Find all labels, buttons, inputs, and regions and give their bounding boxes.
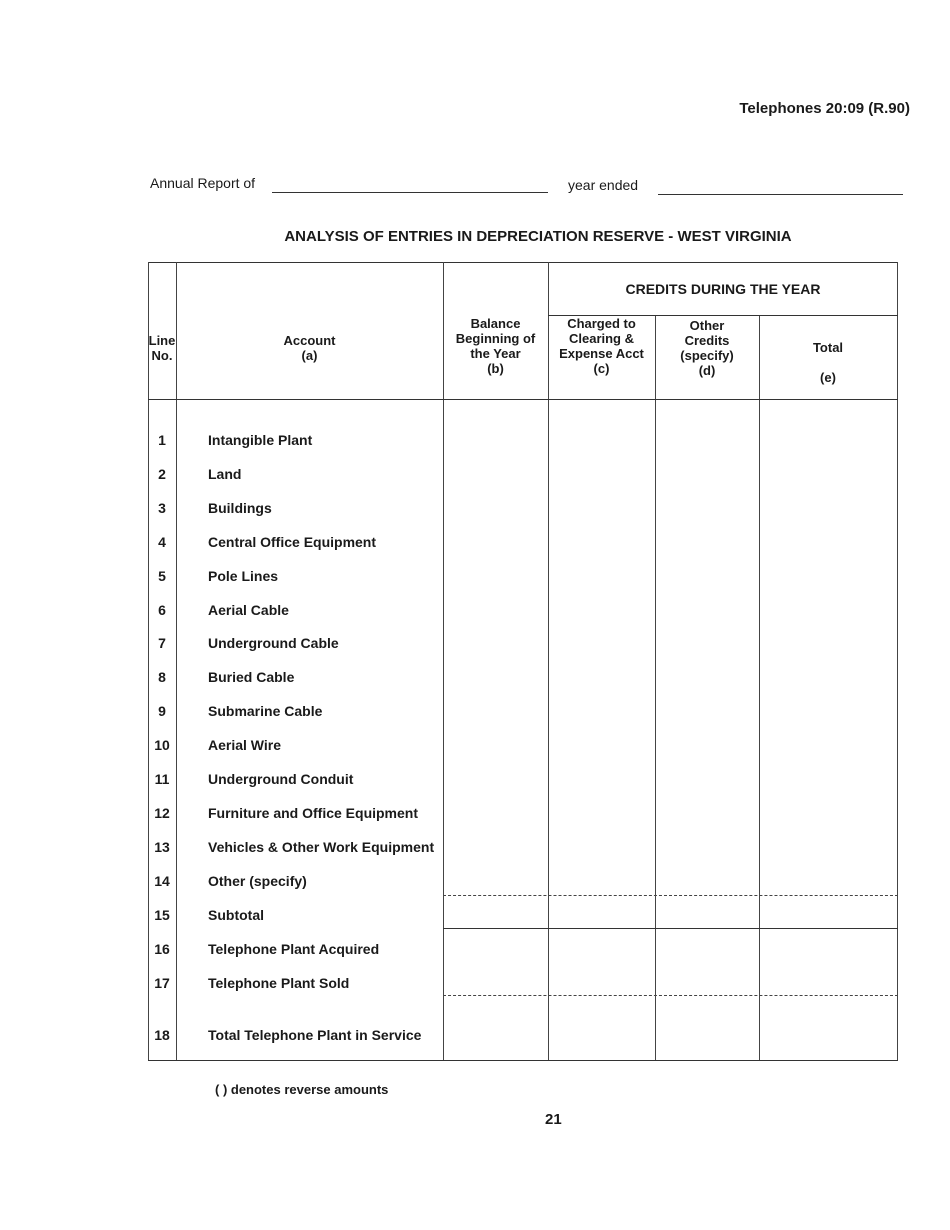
cell-balance[interactable] [443, 560, 548, 590]
col-header-other-2: Credits [684, 333, 730, 348]
line-number: 14 [154, 872, 170, 889]
credits-group-header: CREDITS DURING THE YEAR [625, 281, 821, 297]
account-name: Central Office Equipment [208, 533, 377, 550]
line-number: 7 [158, 635, 166, 652]
col-header-charged-2: Clearing & [568, 331, 634, 346]
account-name: Buried Cable [208, 669, 295, 686]
account-name: Underground Conduit [208, 771, 354, 787]
cell-charged[interactable] [548, 627, 655, 657]
cell-total[interactable] [759, 797, 897, 827]
col-header-total [759, 340, 897, 385]
account-name: Pole Lines [208, 567, 279, 584]
page-header: Telephones 20:09 (R.90) [739, 100, 910, 117]
cell-total[interactable] [759, 1019, 897, 1049]
line-number: 10 [154, 737, 170, 754]
line-number: 16 [154, 941, 170, 957]
account-name: Aerial Cable [208, 601, 289, 618]
cell-charged[interactable] [548, 526, 655, 556]
cell-total[interactable] [759, 492, 897, 522]
cell-charged[interactable] [548, 1019, 655, 1049]
cell-total[interactable] [759, 560, 897, 590]
cell-other[interactable] [655, 661, 759, 691]
cell-total[interactable] [759, 967, 897, 997]
cell-other[interactable] [655, 526, 759, 556]
cell-total[interactable] [759, 594, 897, 624]
cell-other[interactable] [655, 560, 759, 590]
cell-charged[interactable] [548, 865, 655, 895]
col-header-other-3: (specify) [680, 348, 734, 363]
account-name: Submarine Cable [208, 703, 323, 720]
account-name: Subtotal [208, 907, 264, 923]
account-name: Vehicles & Other Work Equipment [208, 838, 435, 855]
col-header-balance-1: Balance [470, 316, 521, 331]
account-name: Buildings [208, 499, 272, 516]
line-number: 13 [154, 838, 170, 855]
cell-balance[interactable] [443, 661, 548, 691]
col-header-other [655, 318, 759, 378]
cell-charged[interactable] [548, 933, 655, 963]
page-title: ANALYSIS OF ENTRIES IN DEPRECIATION RESERVE - WEST VIRGINIA [284, 228, 792, 245]
cell-balance[interactable] [443, 594, 548, 624]
col-header-total-1: Total [812, 340, 844, 355]
cell-charged[interactable] [548, 594, 655, 624]
cell-other[interactable] [655, 424, 759, 454]
cell-balance[interactable] [443, 1019, 548, 1049]
cell-charged[interactable] [548, 797, 655, 827]
cell-balance[interactable] [443, 492, 548, 522]
cell-balance[interactable] [443, 899, 548, 929]
cell-other[interactable] [655, 729, 759, 759]
cell-balance[interactable] [443, 763, 548, 793]
line-number: 3 [158, 499, 166, 516]
account-name: Telephone Plant Acquired [208, 941, 380, 957]
col-header-total-2: (e) [820, 370, 836, 385]
cell-balance[interactable] [443, 729, 548, 759]
cell-other[interactable] [655, 763, 759, 793]
account-name: Intangible Plant [208, 432, 313, 448]
line-number: 17 [154, 975, 170, 991]
cell-other[interactable] [655, 695, 759, 725]
cell-other[interactable] [655, 1019, 759, 1049]
cell-other[interactable] [655, 967, 759, 997]
page-number: 21 [545, 1111, 562, 1128]
cell-total[interactable] [759, 458, 897, 488]
cell-total[interactable] [759, 933, 897, 963]
cell-other[interactable] [655, 933, 759, 963]
cell-charged[interactable] [548, 458, 655, 488]
year-ended-label: year ended [568, 177, 639, 193]
line-number: 1 [158, 432, 166, 448]
cell-charged[interactable] [548, 661, 655, 691]
account-name: Telephone Plant Sold [208, 975, 350, 991]
cell-charged[interactable] [548, 967, 655, 997]
col-header-charged [548, 316, 655, 376]
cell-balance[interactable] [443, 865, 548, 895]
col-header-line-1: Line [148, 333, 176, 348]
line-number: 12 [154, 804, 170, 821]
cell-total[interactable] [759, 661, 897, 691]
cell-total[interactable] [759, 526, 897, 556]
cell-charged[interactable] [548, 560, 655, 590]
annual-report-label: Annual Report of [150, 175, 256, 191]
cell-charged[interactable] [548, 424, 655, 454]
col-header-line-2: No. [151, 348, 173, 363]
cell-charged[interactable] [548, 492, 655, 522]
line-number: 18 [154, 1027, 170, 1043]
cell-balance[interactable] [443, 831, 548, 861]
cell-total[interactable] [759, 831, 897, 861]
line-number: 4 [158, 533, 166, 550]
cell-balance[interactable] [443, 424, 548, 454]
cell-other[interactable] [655, 797, 759, 827]
account-name: Furniture and Office Equipment [208, 804, 419, 821]
cell-charged[interactable] [548, 695, 655, 725]
col-header-other-4: (d) [698, 363, 716, 378]
col-header-account [176, 333, 443, 363]
col-header-balance-4: (b) [487, 361, 504, 376]
cell-other[interactable] [655, 627, 759, 657]
cell-other[interactable] [655, 492, 759, 522]
cell-total[interactable] [759, 627, 897, 657]
cell-balance[interactable] [443, 526, 548, 556]
cell-balance[interactable] [443, 695, 548, 725]
col-header-account-1: Account [283, 333, 336, 348]
col-header-balance-2: Beginning of [455, 331, 536, 346]
cell-other[interactable] [655, 458, 759, 488]
cell-other[interactable] [655, 865, 759, 895]
account-name: Aerial Wire [208, 737, 282, 754]
footnote: ( ) denotes reverse amounts [215, 1082, 389, 1097]
col-header-other-1: Other [689, 318, 725, 333]
line-number: 5 [158, 567, 166, 584]
line-number: 6 [158, 601, 166, 618]
col-header-charged-4: (c) [593, 361, 610, 376]
cell-other[interactable] [655, 899, 759, 929]
col-header-balance-3: the Year [470, 346, 521, 361]
cell-total[interactable] [759, 865, 897, 895]
line-number: 11 [154, 771, 170, 787]
cell-charged[interactable] [548, 763, 655, 793]
account-name: Land [208, 465, 242, 482]
year-ended-field[interactable] [658, 178, 903, 195]
cell-other[interactable] [655, 594, 759, 624]
cell-total[interactable] [759, 729, 897, 759]
cell-charged[interactable] [548, 831, 655, 861]
account-name: Total Telephone Plant in Service [208, 1027, 422, 1043]
col-header-line [148, 333, 176, 363]
col-header-charged-1: Charged to [567, 316, 636, 331]
line-number: 15 [154, 907, 170, 923]
cell-balance[interactable] [443, 458, 548, 488]
cell-total[interactable] [759, 695, 897, 725]
cell-balance[interactable] [443, 627, 548, 657]
cell-charged[interactable] [548, 729, 655, 759]
line-number: 2 [158, 465, 166, 482]
annual-report-field[interactable] [272, 176, 548, 193]
account-name: Other (specify) [208, 872, 307, 889]
cell-total[interactable] [759, 763, 897, 793]
account-name: Underground Cable [208, 635, 339, 652]
cell-balance[interactable] [443, 933, 548, 963]
col-header-charged-3: Expense Acct [559, 346, 644, 361]
line-number: 8 [158, 669, 166, 686]
col-header-balance [443, 316, 548, 376]
cell-balance[interactable] [443, 797, 548, 827]
cell-balance[interactable] [443, 967, 548, 997]
cell-total[interactable] [759, 424, 897, 454]
line-number: 9 [158, 703, 166, 720]
col-header-account-2: (a) [301, 348, 318, 363]
cell-charged[interactable] [548, 899, 655, 929]
cell-total[interactable] [759, 899, 897, 929]
cell-other[interactable] [655, 831, 759, 861]
